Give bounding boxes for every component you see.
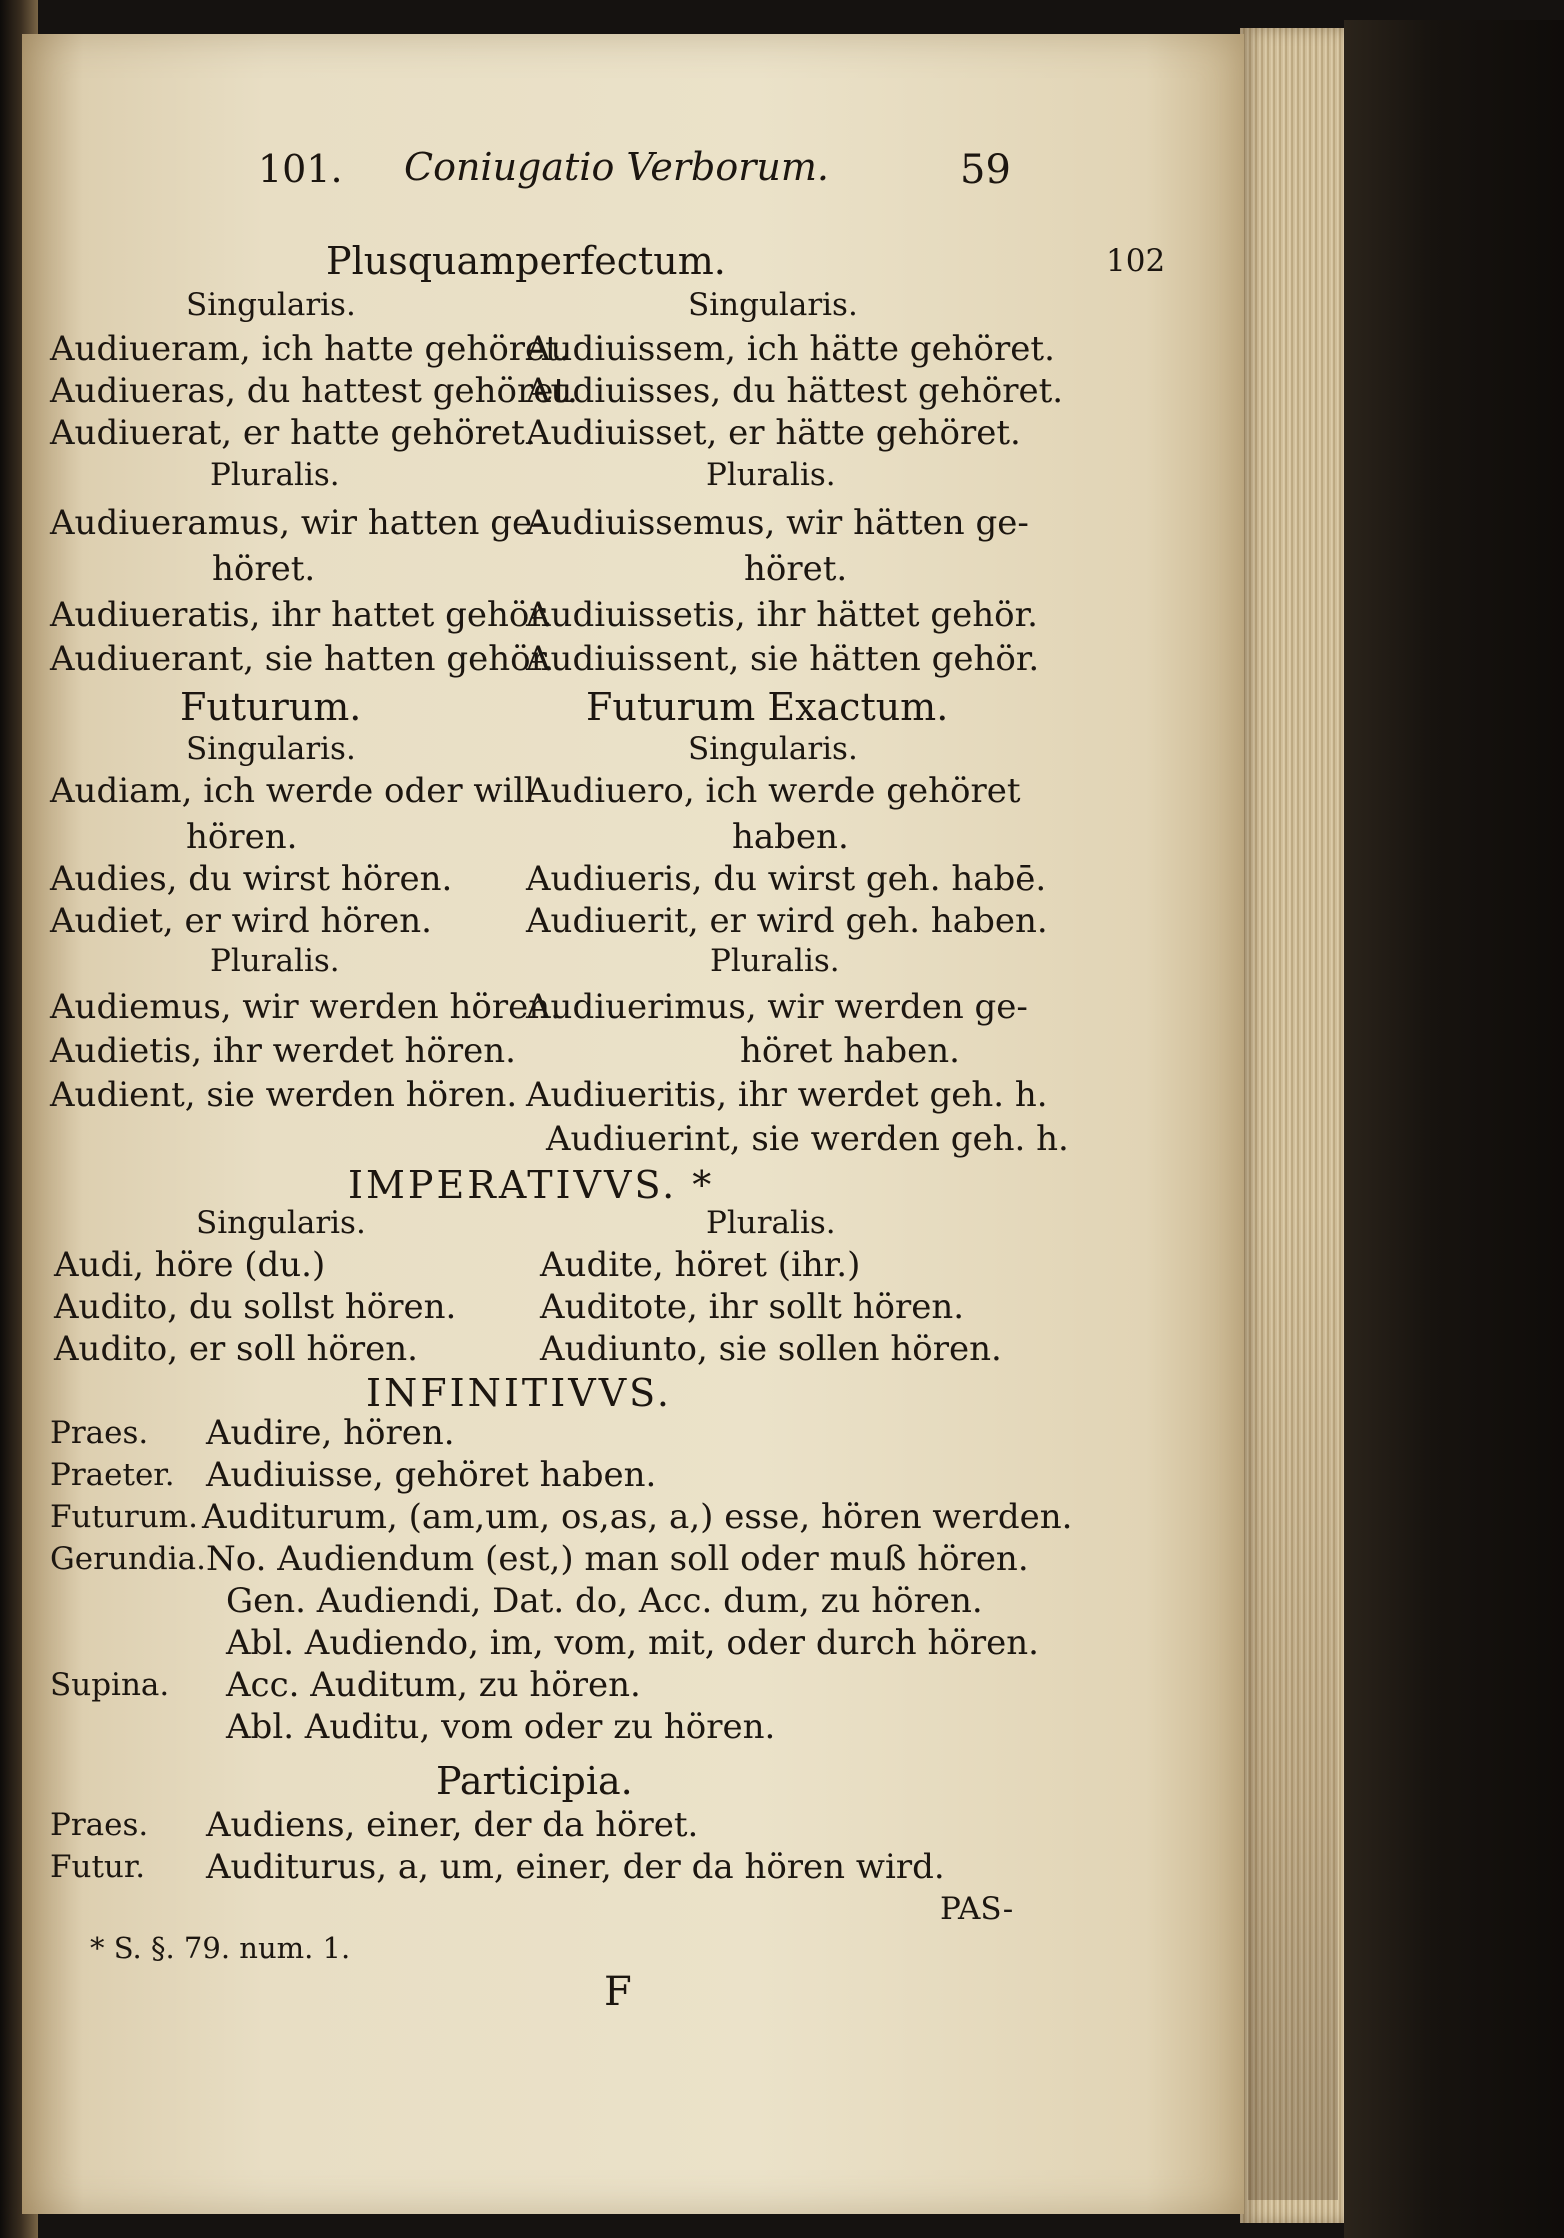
conjugation-line: Audiuerat, er hatte gehöret.: [50, 413, 536, 453]
conjugation-line: Audiuisse, gehöret haben.: [206, 1455, 657, 1495]
conjugation-line: Abl. Audiendo, im, vom, mit, oder durch hören.: [226, 1623, 1039, 1663]
conjugation-line: Audite, höret (ihr.): [540, 1245, 861, 1285]
conjugation-line: Audiueratis, ihr hattet gehör.: [50, 595, 553, 635]
conjugation-line: Audiuisses, du hättest gehöret.: [526, 371, 1064, 411]
conjugation-line: Audito, du sollst hören.: [54, 1287, 457, 1327]
conjugation-line: Auditote, ihr sollt hören.: [540, 1287, 965, 1327]
label-pluralis: Pluralis.: [706, 1205, 836, 1241]
conjugation-line: Audiuisset, er hätte gehöret.: [526, 413, 1021, 453]
row-label: Supina.: [50, 1667, 170, 1703]
conjugation-line: Audiueris, du wirst geh. habē.: [526, 859, 1047, 899]
section-title-participia: Participia.: [436, 1759, 633, 1803]
book-cover-shadow: [1344, 20, 1564, 2238]
conjugation-line: Audiuerant, sie hatten gehör.: [50, 639, 554, 679]
conjugation-line: hören.: [186, 817, 298, 857]
conjugation-line: Auditurus, a, um, einer, der da hören wird.: [206, 1847, 945, 1887]
label-pluralis: Pluralis.: [210, 457, 340, 493]
page-number: 59: [960, 147, 1011, 193]
conjugation-line: Abl. Auditu, vom oder zu hören.: [226, 1707, 776, 1747]
tense-title-plusquamperfectum: Plusquamperfectum.: [326, 239, 726, 283]
footnote: * S. §. 79. num. 1.: [90, 1931, 351, 1965]
edge-stain: [1248, 1200, 1338, 2200]
label-pluralis: Pluralis.: [210, 943, 340, 979]
label-singularis: Singularis.: [186, 287, 356, 323]
conjugation-line: Audiuerimus, wir werden ge-: [526, 987, 1028, 1027]
conjugation-line: Audiemus, wir werden hören.: [50, 987, 561, 1027]
conjugation-line: Auditurum, (am,um, os,as, a,) esse, hören werden.: [202, 1497, 1073, 1537]
conjugation-line: Audiuissem, ich hätte gehöret.: [526, 329, 1055, 369]
mood-title-imperatiuus: IMPERATIVVS. *: [348, 1163, 715, 1207]
row-label: Praes.: [50, 1415, 149, 1451]
row-label: Futurum.: [50, 1499, 198, 1535]
conjugation-line: Audiet, er wird hören.: [50, 901, 432, 941]
conjugation-line: höret.: [744, 549, 848, 589]
conjugation-line: Audiam, ich werde oder will: [50, 771, 536, 811]
conjugation-line: Audiuerint, sie werden geh. h.: [546, 1119, 1069, 1159]
row-label: Gerundia.: [50, 1541, 206, 1577]
label-pluralis: Pluralis.: [706, 457, 836, 493]
conjugation-line: Gen. Audiendi, Dat. do, Acc. dum, zu hören.: [226, 1581, 983, 1621]
conjugation-line: Audiens, einer, der da höret.: [206, 1805, 699, 1845]
conjugation-line: Audiuerit, er wird geh. haben.: [526, 901, 1048, 941]
conjugation-line: Audies, du wirst hören.: [50, 859, 453, 899]
conjugation-line: Audiuissemus, wir hätten ge-: [526, 503, 1029, 543]
section-number: 101.: [258, 147, 343, 191]
row-label: Praeter.: [50, 1457, 175, 1493]
signature-mark: F: [604, 1969, 632, 2015]
conjugation-line: Audiuissent, sie hätten gehör.: [526, 639, 1040, 679]
tense-title-futurum: Futurum.: [180, 685, 362, 729]
tense-title-futurum-exactum: Futurum Exactum.: [586, 685, 949, 729]
conjugation-line: höret.: [212, 549, 316, 589]
conjugation-line: Acc. Auditum, zu hören.: [226, 1665, 641, 1705]
conjugation-line: Audient, sie werden hören.: [50, 1075, 518, 1115]
conjugation-line: Audiuissetis, ihr hättet gehör.: [526, 595, 1038, 635]
row-label: Praes.: [50, 1807, 149, 1843]
label-singularis: Singularis.: [196, 1205, 366, 1241]
label-singularis: Singularis.: [186, 731, 356, 767]
conjugation-line: Audito, er soll hören.: [54, 1329, 418, 1369]
catchword: PAS-: [940, 1891, 1014, 1927]
conjugation-line: Audiueramus, wir hatten ge-: [50, 503, 544, 543]
conjugation-line: No. Audiendum (est,) man soll oder muß hören.: [206, 1539, 1029, 1579]
row-label: Futur.: [50, 1849, 146, 1885]
conjugation-line: Audi, höre (du.): [54, 1245, 326, 1285]
conjugation-line: Audietis, ihr werdet hören.: [50, 1031, 516, 1071]
conjugation-line: Audiueritis, ihr werdet geh. h.: [526, 1075, 1048, 1115]
conjugation-line: haben.: [732, 817, 849, 857]
conjugation-line: Audiueram, ich hatte gehöret.: [50, 329, 570, 369]
conjugation-line: Audire, hören.: [206, 1413, 455, 1453]
margin-section-number: 102: [1106, 243, 1166, 279]
label-pluralis: Pluralis.: [710, 943, 840, 979]
label-singularis: Singularis.: [688, 731, 858, 767]
conjugation-line: Audiuero, ich werde gehöret: [526, 771, 1021, 811]
label-singularis: Singularis.: [688, 287, 858, 323]
mood-title-infinitiuus: INFINITIVVS.: [366, 1371, 672, 1415]
conjugation-line: Audiunto, sie sollen hören.: [540, 1329, 1002, 1369]
running-title: Coniugatio Verborum.: [404, 145, 829, 189]
conjugation-line: höret haben.: [740, 1031, 960, 1071]
conjugation-line: Audiueras, du hattest gehöret.: [50, 371, 578, 411]
